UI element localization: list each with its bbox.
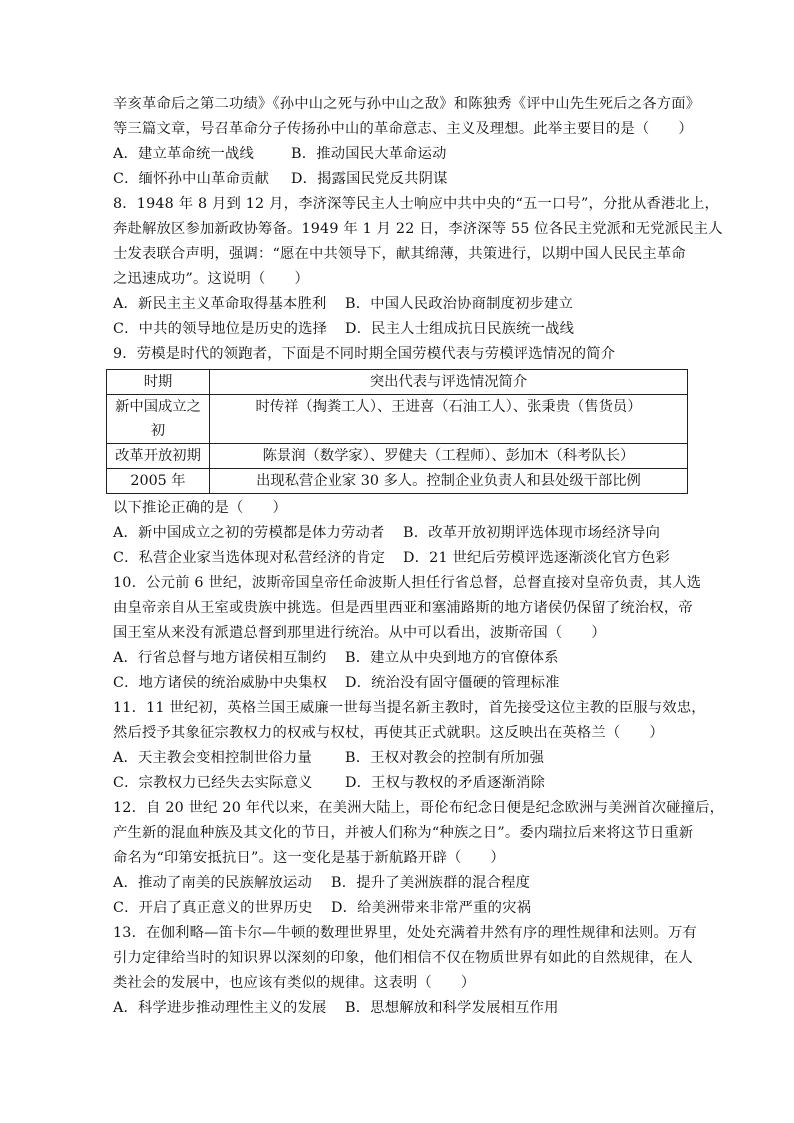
question-13-option-a[interactable]: A．科学进步推动理性主义的发展 — [113, 1000, 327, 1016]
question-13-line-2: 引力定律给当时的知识界以深刻的印象，他们相信不仅在物质世界有如此的自然规律，在人 — [113, 950, 693, 966]
question-8-option-d[interactable]: D．民主人士组成抗日民族统一战线 — [345, 321, 575, 337]
question-10-line-1: 10．公元前 6 世纪，波斯帝国皇帝任命波斯人担任行省总督，总督直接对皇帝负责，其人选 — [113, 575, 702, 591]
table-header-description: 突出代表与评选情况简介 — [210, 370, 688, 395]
question-11-option-c[interactable]: C．宗教权力已经失去实际意义 — [113, 775, 313, 791]
question-7-options-row-1 — [113, 142, 685, 167]
question-11-option-d[interactable]: D．王权与教权的矛盾逐渐消除 — [345, 775, 546, 791]
question-7-option-a[interactable]: A．建立革命统一战线 — [113, 146, 254, 162]
question-8-option-b[interactable]: B．中国人民政治协商制度初步建立 — [345, 296, 574, 312]
question-9-option-a[interactable]: A．新中国成立之初的劳模都是体力劳动者 — [113, 525, 385, 541]
question-10-line-3: 国王室从来没有派遣总督到那里进行统治。从中可以看出，波斯帝国（ ） — [113, 625, 606, 641]
question-11-options-row-1 — [113, 746, 685, 771]
labor-model-table — [106, 369, 688, 494]
table-cell-description: 时传祥（掏粪工人）、王进喜（石油工人）、张秉贵（售货员） — [210, 395, 688, 444]
question-10-option-c[interactable]: C．地方诸侯的统治威胁中央集权 — [113, 675, 328, 691]
table-cell-period: 改革开放初期 — [107, 444, 210, 469]
question-8-line-1: 8．1948 年 8 月到 12 月，李济深等民主人士响应中共中央的“五一口号”，分批从香港北上， — [113, 196, 719, 212]
question-12-option-d[interactable]: D．给美洲带来非常严重的灾祸 — [331, 900, 532, 916]
question-12-options-row-2 — [113, 896, 685, 921]
period-text-line-2: 初 — [150, 423, 166, 439]
question-7-options-row-2 — [113, 167, 685, 192]
question-10-option-d[interactable]: D．统治没有固守僵硬的管理标准 — [345, 675, 560, 691]
question-11-option-b[interactable]: B．王权对教会的控制有所加强 — [345, 750, 545, 766]
question-11-option-a[interactable]: A．天主教会变相控制世俗力量 — [113, 750, 312, 766]
question-9-stem: 9．劳模是时代的领跑者，下面是不同时期全国劳模代表与劳模评选情况的简介 — [113, 346, 616, 362]
question-8-line-4: 之迅速成功”。这说明（ ） — [113, 271, 309, 287]
question-12-line-2: 产生新的混血种族及其文化的节日，并被人们称为“种族之日”。委内瑞拉后来将这节日重新 — [113, 825, 694, 841]
table-cell-description: 出现私营企业家 30 多人。控制企业负责人和县处级干部比例 — [210, 469, 688, 494]
question-9-options-row-1 — [113, 521, 685, 546]
question-9-option-c[interactable]: C．私营企业家当选体现对私营经济的肯定 — [113, 550, 386, 566]
question-11-line-2: 然后授予其象征宗教权力的权戒与权杖，再使其正式就职。这反映出在英格兰（ ） — [113, 725, 664, 741]
table-row — [107, 444, 688, 469]
table-header-period: 时期 — [107, 370, 210, 395]
exam-page — [113, 92, 725, 1021]
question-12-line-3: 命名为“印第安抵抗日”。这一变化是基于新航路开辟（ ） — [113, 850, 505, 866]
table-row — [107, 469, 688, 494]
question-13-line-1: 13．在伽利略—笛卡尔—牛顿的数理世界里，处处充满着井然有序的理性规律和法则。万有 — [113, 925, 697, 941]
question-7-option-d[interactable]: D．揭露国民党反共阴谋 — [291, 171, 448, 187]
period-text-line-1: 新中国成立之 — [115, 399, 201, 415]
question-7-line-1: 辛亥革命后之第二功绩》《孙中山之死与孙中山之敌》和陈独秀《评中山先生死后之各方面》 — [113, 96, 701, 112]
question-10-option-b[interactable]: B．建立从中央到地方的官僚体系 — [345, 650, 559, 666]
question-8-options-row-2 — [113, 317, 685, 342]
question-13-options-row-1 — [113, 996, 685, 1021]
question-7-option-c[interactable]: C．缅怀孙中山革命贡献 — [113, 171, 270, 187]
question-12-option-b[interactable]: B．提升了美洲族群的混合程度 — [331, 875, 531, 891]
question-7-option-b[interactable]: B．推动国民大革命运动 — [291, 146, 447, 162]
question-13-option-b[interactable]: B．思想解放和科学发展相互作用 — [345, 1000, 559, 1016]
question-9-option-b[interactable]: B．改革开放初期评选体现市场经济导向 — [403, 525, 661, 541]
question-9-after-table: 以下推论正确的是（ ） — [113, 500, 287, 516]
table-cell-period: 2005 年 — [107, 469, 210, 494]
question-13-line-3: 类社会的发展中，也应该有类似的规律。这表明（ ） — [113, 975, 476, 991]
question-9-options-row-2 — [113, 546, 685, 571]
table-cell-period — [107, 395, 210, 444]
question-11-line-1: 11．11 世纪初，英格兰国王威廉一世每当提名新主教时，首先接受这位主教的臣服与效忠， — [113, 700, 706, 716]
table-row — [107, 395, 688, 444]
table-header-row — [107, 370, 688, 395]
question-9-option-d[interactable]: D．21 世纪后劳模评选逐渐淡化官方色彩 — [403, 550, 670, 566]
question-7-line-2: 等三篇文章，号召革命分子传扬孙中山的革命意志、主义及理想。此举主要目的是（ ） — [113, 121, 693, 137]
question-11-options-row-2 — [113, 771, 685, 796]
question-12-option-c[interactable]: C．开启了真正意义的世界历史 — [113, 900, 313, 916]
table-cell-description: 陈景润（数学家）、罗健夫（工程师）、彭加木（科考队长） — [210, 444, 688, 469]
question-12-options-row-1 — [113, 871, 685, 896]
question-10-options-row-1 — [113, 646, 685, 671]
question-8-option-c[interactable]: C．中共的领导地位是历史的选择 — [113, 321, 328, 337]
question-12-option-a[interactable]: A．推动了南美的民族解放运动 — [113, 875, 312, 891]
question-8-options-row-1 — [113, 292, 685, 317]
question-10-options-row-2 — [113, 671, 685, 696]
question-12-line-1: 12．自 20 世纪 20 年代以来，在美洲大陆上，哥伦布纪念日便是纪念欧洲与美洲首次碰撞后， — [113, 800, 725, 816]
question-10-line-2: 由皇帝亲自从王室或贵族中挑选。但是西里西亚和塞浦路斯的地方诸侯仍保留了统治权，帝 — [113, 600, 693, 616]
question-8-line-2: 奔赴解放区参加新政协筹备。1949 年 1 月 22 日，李济深等 55 位各民主党派和无党派民主人 — [113, 221, 723, 237]
question-8-line-3: 士发表联合声明，强调：“愿在中共领导下，献其绵薄，共策进行，以期中国人民民主革命 — [113, 246, 686, 262]
question-10-option-a[interactable]: A．行省总督与地方诸侯相互制约 — [113, 650, 327, 666]
question-8-option-a[interactable]: A．新民主主义革命取得基本胜利 — [113, 296, 327, 312]
